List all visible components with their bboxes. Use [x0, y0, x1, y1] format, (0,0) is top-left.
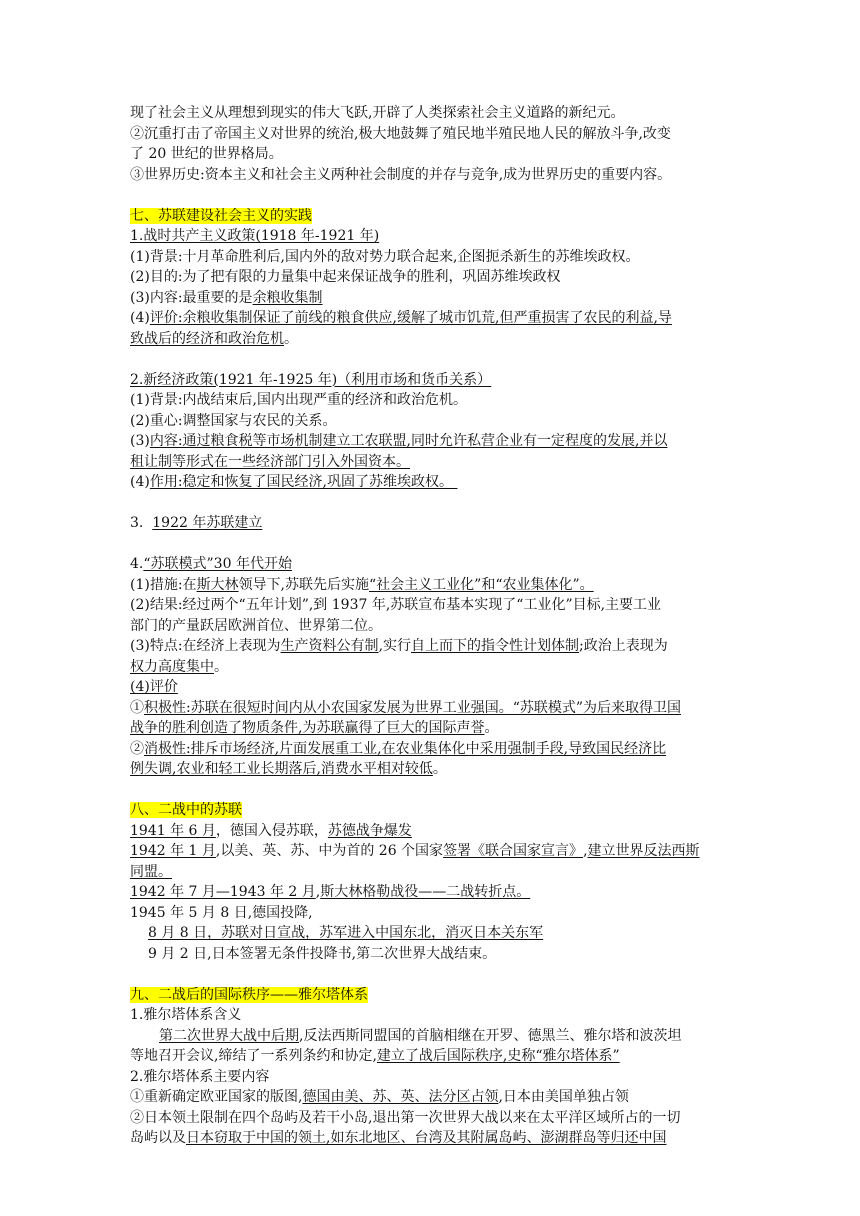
- paragraph: 8 月 8 日，苏联对日宣战，苏军进入中国东北，消灭日本关东军: [148, 925, 544, 941]
- paragraph: 现了社会主义从理想到现实的伟大飞跃,开辟了人类探索社会主义道路的新纪元。: [130, 105, 625, 121]
- paragraph: (3)内容:通过粮食税等市场机制建立工农联盟,同时允许私营企业有一定程度的发展,并以: [130, 433, 668, 449]
- paragraph: 战争的胜利创造了物质条件,为苏联赢得了巨大的国际声誉。: [130, 720, 499, 736]
- subsection-title: 2.雅尔塔体系主要内容: [130, 1068, 270, 1085]
- subsection-title: 1.战时共产主义政策(1918 年-1921 年): [130, 228, 380, 244]
- paragraph: 1942 年 7 月—1943 年 2 月,斯大林格勒战役——二战转折点。: [130, 884, 531, 900]
- paragraph: (1)背景:内战结束后,国内出现严重的经济和政治危机。: [130, 392, 467, 408]
- paragraph: (4)作用:稳定和恢复了国民经济,巩固了苏维埃政权。: [130, 474, 458, 490]
- subsection-title: 2.新经济政策(1921 年-1925 年)（利用市场和货币关系）: [130, 371, 492, 388]
- paragraph: 了 20 世纪的世界格局。: [130, 146, 283, 162]
- paragraph: (4)评价:余粮收集制保证了前线的粮食供应,缓解了城市饥荒,但严重损害了农民的利益,导: [130, 310, 672, 326]
- section-heading: 八、二战中的苏联: [130, 802, 242, 818]
- paragraph: 租让制等形式在一些经济部门引入外国资本。: [130, 453, 410, 470]
- subsection-title: 4.“苏联模式”30 年代开始: [130, 556, 292, 572]
- paragraph: 权力高度集中。: [130, 658, 228, 675]
- paragraph: (2)结果:经过两个“五年计划”,到 1937 年,苏联宣布基本实现了“工业化”目标,主要工业: [130, 597, 662, 613]
- paragraph: (1)背景:十月革命胜利后,国内外的敌对势力联合起来,企图扼杀新生的苏维埃政权。: [130, 248, 640, 265]
- paragraph: ②消极性:排斥市场经济,片面发展重工业,在农业集体化中采用强制手段,导致国民经济比: [130, 740, 667, 757]
- subsection-title: 3. 1922 年苏联建立: [130, 515, 263, 531]
- paragraph: ②日本领土限制在四个岛屿及若干小岛,退出第一次世界大战以来在太平洋区域所占的一切: [130, 1109, 681, 1126]
- paragraph: (3)特点:在经济上表现为生产资料公有制,实行自上而下的指令性计划体制;政治上表现为: [130, 638, 668, 654]
- paragraph: (3)内容:最重要的是余粮收集制: [130, 289, 323, 306]
- paragraph: ②沉重打击了帝国主义对世界的统治,极大地鼓舞了殖民地半殖民地人民的解放斗争,改变: [130, 125, 671, 142]
- paragraph: 1942 年 1 月,以美、英、苏、中为首的 26 个国家签署《联合国家宣言》,建立世界反法西斯: [130, 843, 700, 859]
- paragraph: ①重新确定欧亚国家的版图,德国由美、苏、英、法分区占领,日本由美国单独占领: [130, 1089, 629, 1105]
- paragraph: 1941 年 6 月，德国入侵苏联，苏德战争爆发: [130, 822, 412, 839]
- paragraph: (4)评价: [130, 679, 178, 695]
- paragraph: ①积极性:苏联在很短时间内从小农国家发展为世界工业强国。“苏联模式”为后来取得卫国: [130, 699, 682, 716]
- paragraph: 岛屿以及日本窃取于中国的领土,如东北地区、台湾及其附属岛屿、澎湖群岛等归还中国: [130, 1130, 667, 1146]
- section-heading: 七、苏联建设社会主义的实践: [130, 207, 312, 224]
- document-page: [130, 103, 740, 1149]
- paragraph: 同盟。: [130, 863, 172, 880]
- paragraph: 致战后的经济和政治危机。: [130, 330, 298, 347]
- paragraph: 9 月 2 日,日本签署无条件投降书,第二次世界大战结束。: [148, 945, 497, 962]
- paragraph: (1)措施:在斯大林领导下,苏联先后实施“社会主义工业化”和“农业集体化”。: [130, 576, 594, 593]
- section-heading: 九、二战后的国际秩序——雅尔塔体系: [130, 986, 368, 1003]
- paragraph: 第二次世界大战中后期,反法西斯同盟国的首脑相继在开罗、德黑兰、雅尔塔和波茨坦: [159, 1027, 682, 1044]
- paragraph: (2)目的:为了把有限的力量集中起来保证战争的胜利，巩固苏维埃政权: [130, 269, 561, 285]
- paragraph: ③世界历史:资本主义和社会主义两种社会制度的并存与竞争,成为世界历史的重要内容。: [130, 166, 672, 183]
- paragraph: (2)重心:调整国家与农民的关系。: [130, 412, 337, 429]
- paragraph: 部门的产量跃居欧洲首位、世界第二位。: [130, 617, 382, 634]
- subsection-title: 1.雅尔塔体系含义: [130, 1007, 242, 1023]
- paragraph: 例失调,农业和轻工业长期落后,消费水平相对较低。: [130, 761, 447, 777]
- paragraph: 1945 年 5 月 8 日,德国投降,: [130, 904, 313, 921]
- paragraph: 等地召开会议,缔结了一系列条约和协定,建立了战后国际秩序,史称“雅尔塔体系”: [130, 1048, 620, 1064]
